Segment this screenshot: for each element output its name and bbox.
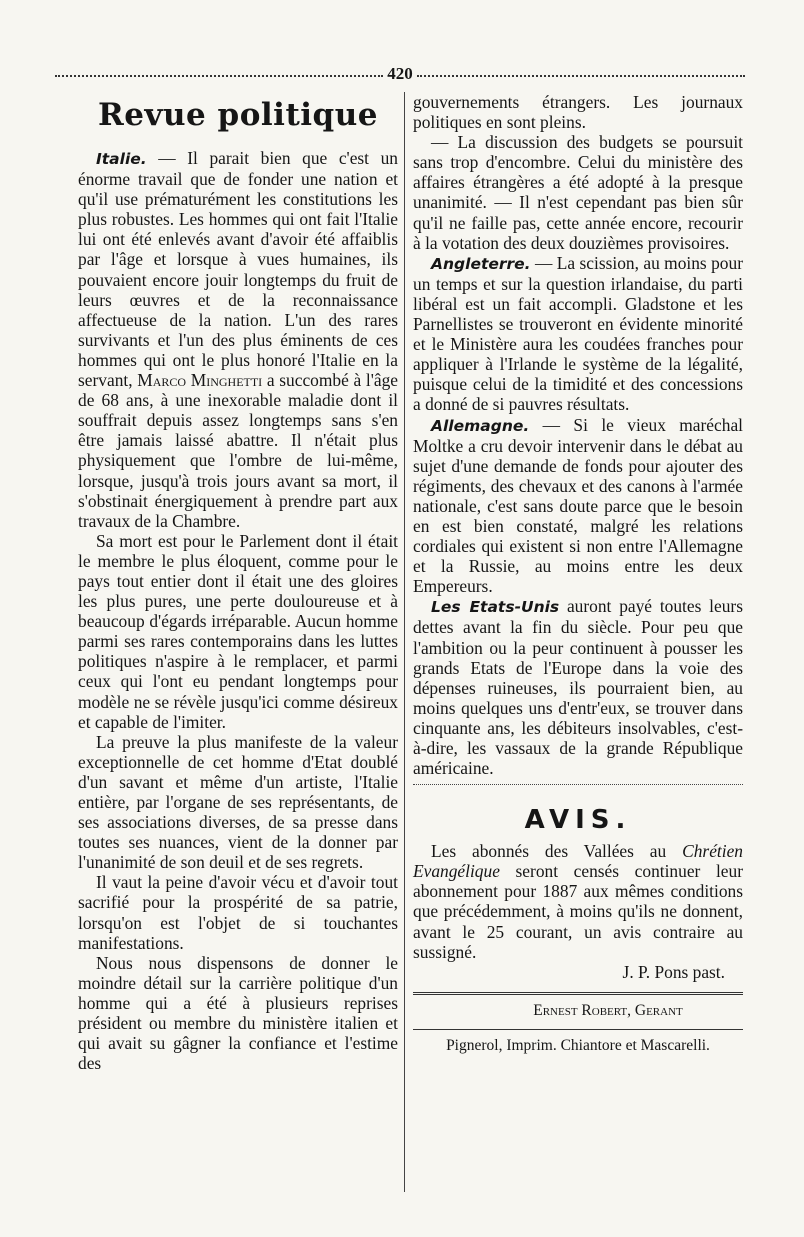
allemagne-text: — Si le vieux maréchal Moltke a cru devoir intervenir dans le débat au sujet d'une demande de fonds pour ajouter des régiments, des chevaux et des canons à l'armée nationale, c'est sans doute parce que le besoin en est bien constaté, malgré les relations cordiales qui existent si non entre l'Allemagne et la Russie, au moins entre les deux Empereurs. (413, 414, 743, 597)
heading-italie: Italie. (96, 150, 147, 168)
paragraph-3: La preuve la plus manifeste de la valeur exceptionnelle de cet homme d'Etat doublé d'un savant et même d'un artiste, l'Italie entière, par l'organe de ses représentants, de ses associations diverses, de sa presse dans toutes ses nuances, vient de la donner par l'unanimité de son deuil et de ses regrets. (78, 731, 398, 873)
name-minghetti: Marco Minghetti (137, 370, 263, 391)
italie-text-1: — Il parait bien que c'est un énorme travail que de fonder une nation et qu'il use prématurément les constitutions les plus robustes. Les hommes qui ont fait l'Italie lui ont été enlevés avant d'avoir été affaiblis par l'âge et lorsque à vues humaines, ils pouvaient encore jouir longtemps du fruit de leurs œuvres et de la reconnaissance affectueuse de la nation. L'un des rares survivants et l'un des plus éminents de ces hommes qui ont le plus honoré l'Italie en la servant, (78, 148, 398, 391)
header-rule-right (417, 75, 745, 77)
left-column (78, 92, 398, 1073)
avis-text-2: seront censés continuer leur abonnement pour 1887 aux mêmes conditions que précédemment, à moins qu'ils ne donnent, avant le 25 courant, un avis contraire au sussigné. (413, 861, 743, 962)
imprint-rule (413, 1029, 743, 1030)
paragraph-avis (413, 841, 743, 962)
paragraph-4: Il vaut la peine d'avoir vécu et d'avoir tout sacrifié pour la prospérité de sa patrie, lorsqu'on est l'objet de si touchantes manifestations. (78, 872, 398, 953)
section-rule (413, 784, 743, 785)
page-header (55, 64, 745, 84)
angleterre-text: — La scission, au moins pour un temps et sur la question irlandaise, du parti libéral est un fait accompli. Gladstone et les Parnellistes se trouveront en évidente minorité et le Ministère aura les coudées franches pour appliquer à l'Irlande le système de la légalité, puisque celui de la timidité et des concessions a donné de si pauvres résultats. (413, 252, 743, 415)
avis-text-1: Les abonnés des Vallées au (431, 841, 683, 862)
etats-unis-text: auront payé toutes leurs dettes avant la fin du siècle. Pour peu que l'ambition ou la peur continuent à pousser les grands Etats de l'Europe dans la voie des dépenses ruineuses, ils pourraient bien, au moins quelques uns d'entr'eux, se trouver dans cinquante ans, les débiteurs insolvables, c'est-à-dire, les vassaux de la grande République américaine. (413, 596, 743, 779)
heading-allemagne: Allemagne. (431, 416, 530, 435)
paragraph-italie (78, 148, 398, 531)
signature: J. P. Pons past. (622, 961, 725, 982)
paragraph-budgets: — La discussion des budgets se poursuit sans trop d'encombre. Celui du ministère des affaires étrangères a été adopté à la presque unanimité. — Il n'est cependant pas bien sûr qu'il ne faille pas, cette année encore, recourir à la votation des deux douzièmes provisoires. (413, 132, 743, 253)
italie-text-2: a succombé à l'âge de 68 ans, à une inexorable maladie dont il souffrait depuis assez longtemps sans s'en être jamais laissé abattre. Il n'était plus physiquement que l'ombre de lui-même, lorsque, jusqu'à trois jours avant sa mort, il s'obstinait énergiquement à prendre part aux travaux de la Chambre. (78, 370, 398, 531)
footer-rule (413, 992, 743, 995)
header-rule-left (55, 75, 383, 77)
paragraph-etats-unis (413, 596, 743, 778)
paragraph-angleterre (413, 253, 743, 415)
avis-journal-name: Chrétien Evangélique (413, 841, 743, 882)
heading-etats-unis: Les Etats-Unis (431, 598, 560, 617)
paragraph-5: Nous nous dispensons de donner le moindre détail sur la carrière politique d'un homme qui a été à plusieurs reprises président ou membre du ministère italien et qui avait su gâgner la confiance et l'estime des (78, 952, 398, 1074)
page-number: 420 (387, 64, 413, 83)
avis-title: AVIS. (524, 805, 632, 836)
section-title: Revue politique (98, 97, 378, 133)
heading-angleterre: Angleterre. (431, 254, 531, 273)
right-column (413, 92, 743, 1056)
paragraph-continued: gouvernements étrangers. Les journaux politiques en sont pleins. (413, 92, 743, 133)
gerant-line: Ernest Robert, Gerant (533, 1001, 683, 1019)
column-divider (404, 92, 405, 1192)
paragraph-2: Sa mort est pour le Parlement dont il était le membre le plus éloquent, comme pour le pays tout entier dont il était une des gloires les plus pures, une perte douloureuse et à beaucoup d'égards irréparable. Aucun homme parmi ses rares contemporains dans les luttes politiques n'aspire à le remplacer, et parmi ceux qui l'ont eu pendant longtemps pour modèle ne se révèle jusqu'ici comme désireux et capable de l'imiter. (78, 530, 398, 732)
paragraph-allemagne (413, 415, 743, 597)
imprint-line: Pignerol, Imprim. Chiantore et Mascarelli. (446, 1036, 710, 1054)
